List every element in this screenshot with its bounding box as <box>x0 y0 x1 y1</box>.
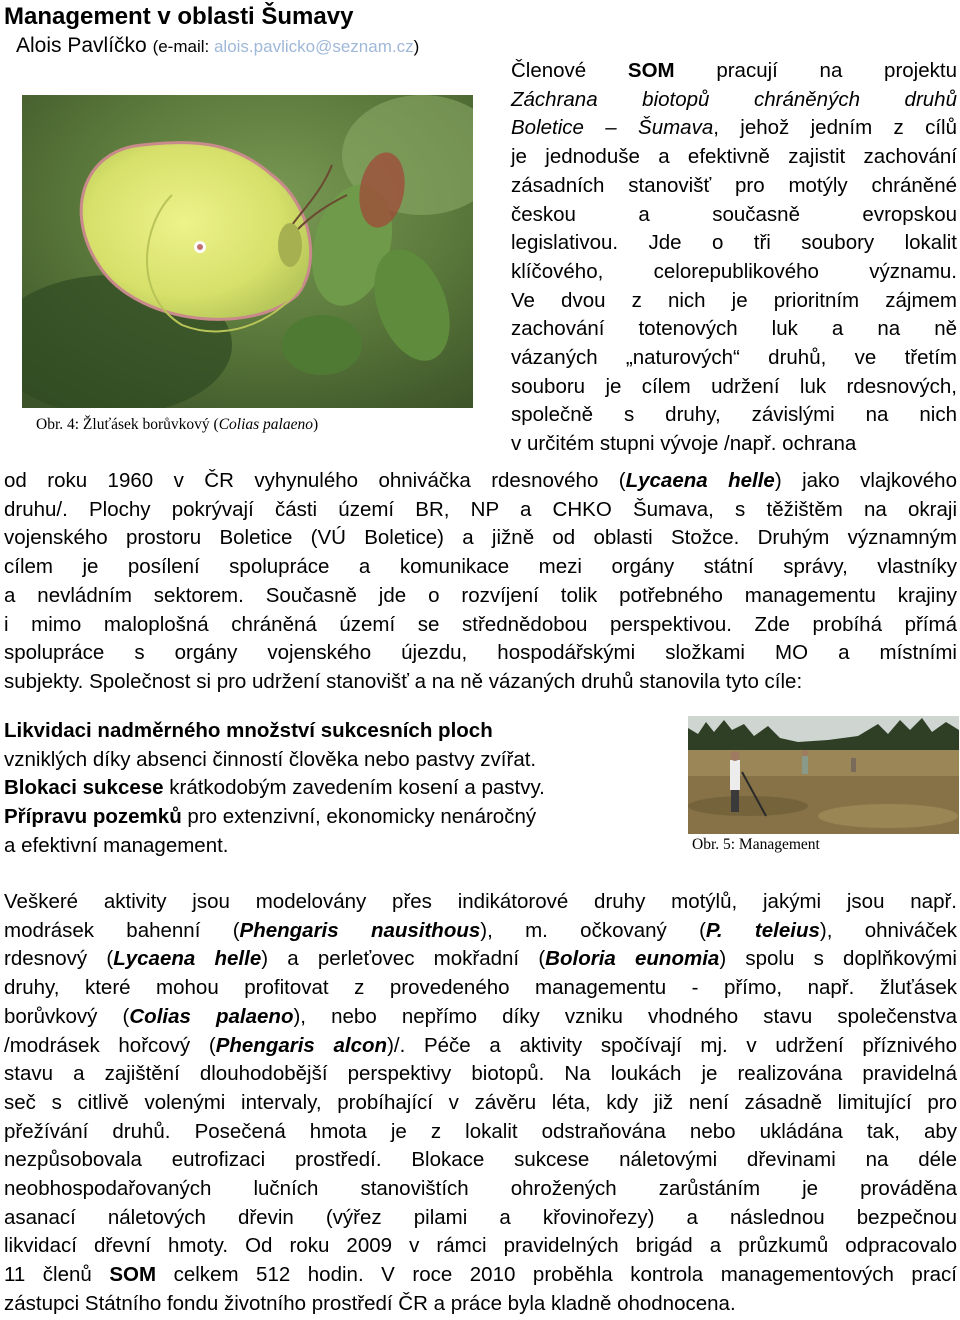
text-line: souboru je cílem udržení luk rdesnových, <box>511 374 957 398</box>
text-line: je jednoduše a efektivně zajistit zachování <box>511 145 957 169</box>
text-line: borůvkový (Colias palaeno), nebo nepřímo díky vzniku vhodného stavu společenstva <box>4 1004 957 1028</box>
text-line: asanací náletových dřevin (výřez pilami a křovinořezy) a následnou bezpečnou <box>4 1205 957 1229</box>
text-line: a efektivní management. <box>4 833 229 857</box>
text-line: Blokaci sukcese krátkodobým zavedením kosení a pastvy. <box>4 776 545 800</box>
text-line: 11 členů SOM celkem 512 hodin. V roce 2010 proběhla kontrola managementových prací <box>4 1263 958 1287</box>
text-line: spolupráce s orgány vojenského újezdu, hospodářskými složkami MO a místními <box>4 641 957 665</box>
text-line: Přípravu pozemků pro extenzivní, ekonomicky nenáročný <box>4 805 537 829</box>
activities-paragraph <box>4 888 957 1319</box>
text-line: vázaných „naturových“ druhů, ve třetím <box>511 346 957 370</box>
text-line: stavu a zajištění dlouhodobější perspektivy biotopů. Na loukách je realizována pravidelná <box>4 1062 957 1086</box>
text-line: likvidací dřevní hmoty. Od roku 2009 v rámci pravidelných brigád a průzkumů odpracovalo <box>4 1234 957 1258</box>
text-line: klíčového, celorepublikového významu. <box>511 259 957 283</box>
text-line: subjekty. Společnost si pro udržení stanovišť a na ně vázaných druhů stanovila tyto cíle: <box>4 669 803 693</box>
figure2-caption: Obr. 5: Management <box>692 836 820 853</box>
intro-paragraph <box>511 57 957 459</box>
text-line: zásadních stanovišť pro motýly chráněné <box>511 173 957 197</box>
goals-intro-paragraph <box>4 467 957 697</box>
author-line <box>16 33 419 60</box>
text-line: Likvidaci nadměrného množství sukcesních ploch <box>4 719 493 742</box>
text-line: modrásek bahenní (Phengaris nausithous), m. očkovaný (P. teleius), ohniváček <box>4 918 958 942</box>
figure1-caption: Obr. 4: Žluťásek borůvkový (Colias palaeno) <box>36 416 319 433</box>
text-line: a nevládním sektorem. Současně jde o rozvíjení tolik potřebného managementu krajiny <box>4 583 957 607</box>
text-line: společně s druhy, závislými na nich <box>511 403 957 427</box>
text-line: druhu/. Plochy pokrývají části území BR, NP a CHKO Šumava, s těžištěm na okraji <box>4 497 957 521</box>
text-line: neobhospodařovaných lučních stanovištích ohrožených zarůstáním je prováděna <box>4 1177 957 1201</box>
text-line: v určitém stupni vývoje /např. ochrana <box>511 432 857 456</box>
text-line: přežívání druhů. Posečená hmota je z lokalit odstraňována nebo ukládána tak, aby <box>4 1119 957 1143</box>
text-line: nezpůsobovala eutrofizaci prostředí. Blokace sukcese náletovými dřevinami na déle <box>4 1148 957 1172</box>
text-line: vojenského prostoru Boletice (VÚ Boletice) a jižně od oblasti Stožce. Druhým významným <box>4 526 957 550</box>
text-line: Záchrana biotopů chráněných druhů <box>511 87 957 111</box>
text-line: druhy, které mohou profitovat z provedeného managementu - přímo, např. žluťásek <box>4 976 957 1000</box>
text-line: vzniklých díky absenci činností člověka nebo pastvy zvířat. <box>4 747 537 771</box>
text-line: od roku 1960 v ČR vyhynulého ohniváčka rdesnového (Lycaena helle) jako vlajkového <box>4 469 957 492</box>
goals-list <box>4 717 644 861</box>
email-suffix: ) <box>413 37 420 56</box>
text-line: zachování totenových luk a na ně <box>511 317 957 341</box>
page-title: Management v oblasti Šumavy <box>4 3 354 30</box>
text-line: Boletice – Šumava, jehož jedním z cílů <box>511 116 957 140</box>
text-line: seč s citlivě volenými intervaly, probíhající v závěru léta, kdy již není zásadně limitující pro <box>4 1090 957 1114</box>
text-line: legislativou. Jde o tři soubory lokalit <box>511 231 957 255</box>
email-link[interactable]: alois.pavlicko@seznam.cz <box>213 37 414 56</box>
text-line: rdesnový (Lycaena helle) a perleťovec mokřadní (Boloria eunomia) spolu s doplňkovými <box>4 947 957 971</box>
text-line: Veškeré aktivity jsou modelovány přes indikátorové druhy motýlů, jakými jsou např. <box>4 890 957 913</box>
text-line: /modrásek hořcový (Phengaris alcon)/. Péče a aktivity spočívají mj. v udržení příznivého <box>4 1033 958 1057</box>
text-line: i mimo maloplošná chráněná území se střednědobou perspektivou. Zde probíhá přímá <box>4 612 957 636</box>
text-line: zástupci Státního fondu životního prostředí ČR a práce byla kladně ohodnocena. <box>4 1291 736 1315</box>
text-line: Ve dvou z nich je prioritním zájmem <box>511 288 957 312</box>
text-line: cílem je posílení spolupráce a komunikace mezi orgány státní správy, vlastníky <box>4 555 957 579</box>
text-line: Členové SOM pracují na projektu <box>511 59 957 82</box>
text-line: českou a současně evropskou <box>511 202 957 226</box>
email-prefix: (e-mail: <box>152 37 214 56</box>
butterfly-photo <box>22 95 473 408</box>
management-photo <box>688 716 959 834</box>
author-name: Alois Pavlíčko <box>16 34 147 57</box>
